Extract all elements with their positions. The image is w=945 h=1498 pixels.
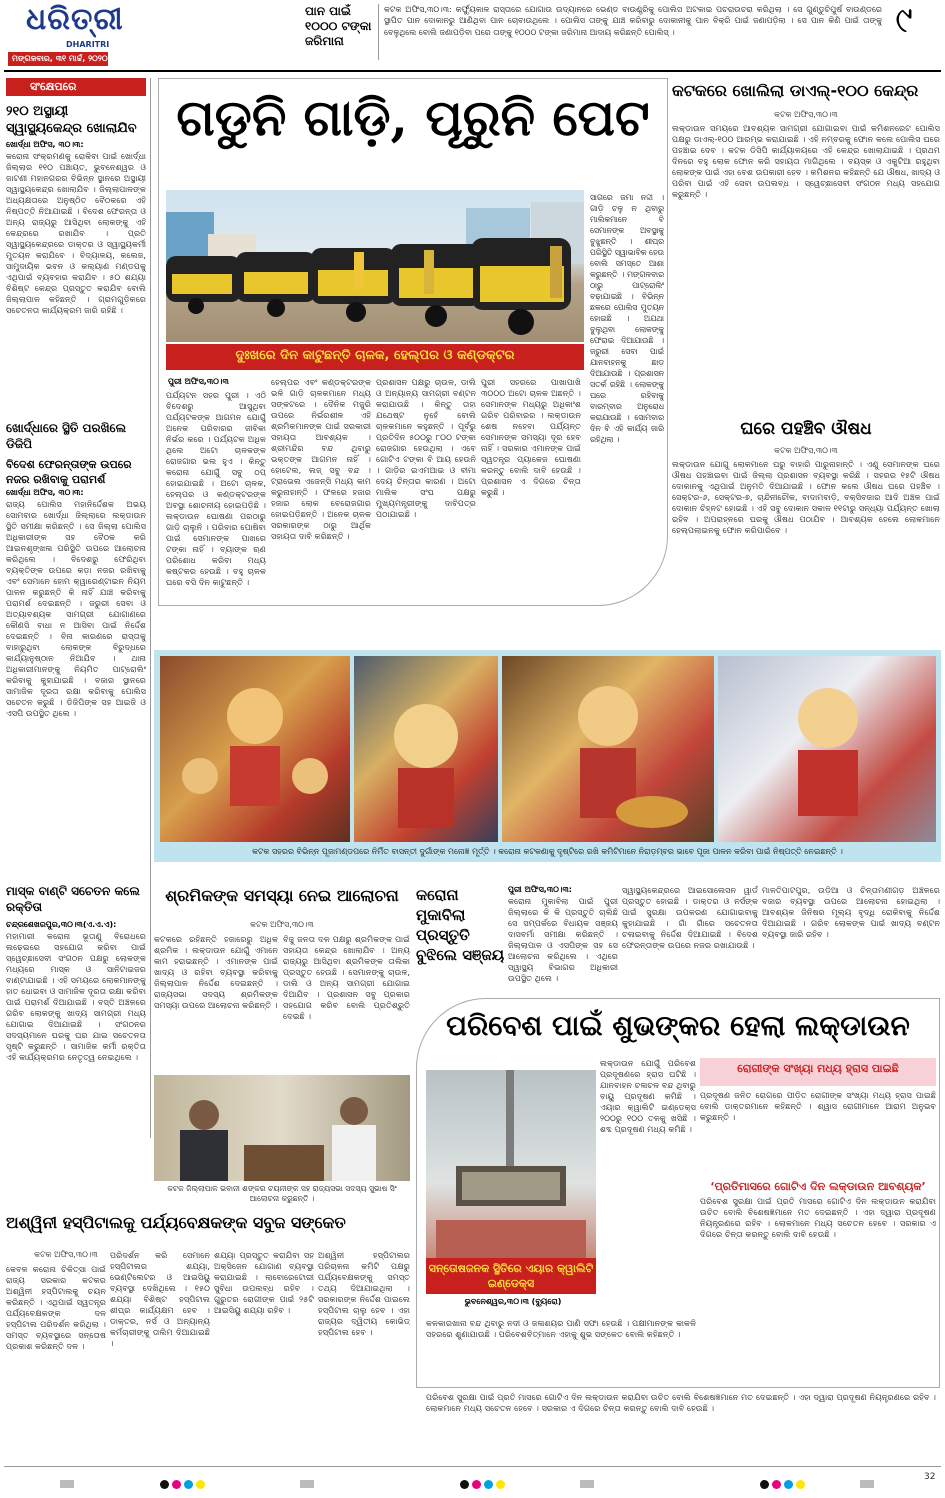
main-story-col2: ହେଲ୍‌ପର ଏବଂ କଣ୍ଡକ୍ଟରଙ୍କ ଭଳି ଗାଡ଼ି ଚାଳକମାନେ ମଧ୍ୟ ସଙ୍କଟରେ । ଦୈନିକ ମଜୁରି ଉପରେ ନିର୍ଭରଶୀଳ ଏହି ଶ୍ରମିକମାନଙ୍କ ପାଇଁ ସରକାରୀ ସହାୟତା ଆବଶ୍ୟକ । ଶ୍ରୀମନ୍ଦିର ବନ୍ଦ ଥିବାରୁ ଭକ୍ତଙ୍କ ଆଗମନ ନାହିଁ । ହୋଟେଲ, ଲଜ୍ ସବୁ ବନ୍ଦ । ଟ୍ରାଭେଲ ଏଜେନ୍ସି ମଧ୍ୟ କାମ କରୁନାହାନ୍ତି । ଫଳରେ ହଜାର ହଜାର ଲୋକ ବେରୋଜଗାର ହୋଇପଡ଼ିଛନ୍ତି । ଅନେକ ଚାଳକ ସରକାରଙ୍କ ଠାରୁ ଆର୍ଥିକ ସହାୟତା ଦାବି କରିଛନ୍ତି । xyxy=(271,377,371,541)
hospital-headline: ଅଶ୍ୱିନୀ ହସ୍ପିଟାଲକୁ ପର୍ଯ୍ୟବେକ୍ଷକଙ୍କ ସବୁଜ ସଙ୍କେତ xyxy=(6,1213,346,1232)
photo-strip-caption: କଟକ ସହରର ବିଭିନ୍ନ ପୂଜାମଣ୍ଡପରେ ନିର୍ମିତ ବାସନ୍ତୀ ଦୁର୍ଗାଙ୍କ ମନୋଜ୍ଞ ମୂର୍ତ୍ତି । କରୋନା କଟକଣାକୁ ଦୃଷ୍ଟିରେ ରଖି କମିଟିମାନେ ନିରାଡ଼ମ୍ବର ଭାବେ ପୂଜା ପାଳନ କରିବା ପାଇଁ ନିଷ୍ପତ୍ତି ନେଇଛନ୍ତି । xyxy=(252,847,843,856)
brief1-headline: ୨୧୦ ଅସ୍ଥାୟୀ ସ୍ୱାସ୍ଥ୍ୟକେନ୍ଦ୍ର ଖୋଲାଯିବ xyxy=(6,104,137,136)
main-story-col1: ପର୍ଯ୍ୟଟନ ସହର ପୁରୀ । ଏଠି ବିଦେଶରୁ ଆସୁଥିବା ପର୍ଯ୍ୟଟକଙ୍କ ଆଗମନ ଯୋଗୁଁ ଅନେକ ପରିବାରର ଜୀବିକା ନିର୍ଭର କରେ । ପର୍ଯ୍ୟଟକ ଅଧିକ ଥିଲେ ଅଟୋ ଚାଳକଙ୍କ ରୋଜଗାର ଭଲ ହୁଏ । କିନ୍ତୁ କରୋନା ଯୋଗୁଁ ସବୁ ଠପ୍ ହୋଇଯାଇଛି । ଅଟୋ ଚାଳକ, ହେଲ୍‌ପର ଓ କଣ୍ଡକ୍ଟରଙ୍କ ଅବସ୍ଥା ଶୋଚନୀୟ ହୋଇପଡ଼ିଛି । ଲକ୍‌ଡାଉନ ଘୋଷଣା ପରଠାରୁ ଗାଡ଼ି ଚାଲୁନି । ପରିବାର ପୋଷିବା ପାଇଁ ସେମାନଙ୍କ ପାଖରେ ଟଙ୍କା ନାହିଁ । ବ୍ୟାଙ୍କ ଋଣ ପରିଶୋଧ କରିବା ମଧ୍ୟ କଷ୍ଟକର ହେଉଛି । ବହୁ ଚାଳକ ଘରେ ବସି ଦିନ କାଟୁଛନ୍ତି । xyxy=(166,390,266,587)
corona-headline: କରୋନା ମୁକାବିଲା ପ୍ରସ୍ତୁତି ବୁଝିଲେ ସଞ୍ଜୟ xyxy=(416,886,505,964)
main-story-caption: ଦୁଃଖରେ ଦିନ କାଟୁଛନ୍ତି ଚାଳକ, ହେଲ୍‌ପର ଓ କଣ୍ଡକ୍ଟର xyxy=(235,348,515,363)
brief3-dateline: ଚନ୍ଦ୍ରଶେଖରପୁର,୩୦।୩(ଏ.ଏ.ଏ): xyxy=(6,920,117,929)
environment-dateline: ଭୁବନେଶ୍ୱର,୩୦।୩ (ବ୍ୟୁରୋ) xyxy=(464,1297,562,1306)
brief2-body: ରାଜ୍ୟ ପୋଲିସ ମହାନିର୍ଦ୍ଦେଶକ ଅଭୟ ସୋମବାର ଖୋର୍ଦ୍ଧା ଜିଲ୍ଲାରେ ଲକ୍‌ଡାଉନ ସ୍ଥିତି ସମୀକ୍ଷା କରିଛନ୍ତି । ସେ ଜିଲ୍ଲା ପୋଲିସ ଅଧିକାରୀଙ୍କ ସହ ବୈଠକ କରି ଆଇନଶୃଙ୍ଖଳା ପରିସ୍ଥିତି ଉପରେ ଆଲୋଚନା କରିଥିଲେ । ବିଦେଶରୁ ଫେରିଥିବା ବ୍ୟକ୍ତିଙ୍କ ଉପରେ କଡ଼ା ନଜର ରଖିବାକୁ ଏବଂ ସେମାନେ ହୋମ କ୍ୱାରେଣ୍ଟାଇନ ନିୟମ ପାଳନ କରୁଛନ୍ତି କି ନାହିଁ ଯାଞ୍ଚ କରିବାକୁ ପରାମର୍ଶ ଦେଇଛନ୍ତି । ଜରୁରୀ ସେବା ଓ ଅତ୍ୟାବଶ୍ୟକ ସାମଗ୍ରୀ ଯୋଗାଣରେ କୌଣସି ବାଧା ନ ଆସିବା ପାଇଁ ନିର୍ଦ୍ଦେଶ ଦେଇଛନ୍ତି । ବିନା କାରଣରେ ରାସ୍ତାକୁ ବାହାରୁଥିବା ଲୋକଙ୍କ ବିରୁଦ୍ଧରେ କାର୍ଯ୍ୟାନୁଷ୍ଠାନ ନିଆଯିବ । ଥାନା ଅଧିକାରୀମାନଙ୍କୁ ନିୟମିତ ପାଟ୍ରୋଲିଂ କରିବାକୁ କୁହାଯାଇଛି । ବଜାର ସ୍ଥାନରେ ସାମାଜିକ ଦୂରତା ରକ୍ଷା କରିବାକୁ ପୋଲିସ ସଚେତନ କରୁଛି । ଡିଜିପିଙ୍କ ସହ ଆଇଜି ଓ ଏସପି ଉପସ୍ଥିତ ଥିଲେ । xyxy=(6,499,146,718)
corona-col2: ସ୍ୱାସ୍ଥ୍ୟକେନ୍ଦ୍ରରେ ଆଇସୋଲେସନ ୱାର୍ଡ ପ୍ରସ୍ତୁତ ହୋଇଛି । ଡାକ୍ତର ଓ ନର୍ସଙ୍କ ପାଇଁ ସୁରକ୍ଷା ଉପକରଣ ଯୋଗାଇବାକୁ କୁହାଯାଇଛି । ଗାଁ ଗାଁରେ ସଚେତନତା ଚଳାଇବାକୁ ନିର୍ଦ୍ଦେଶ ଦିଆଯାଇଛି । ବିଦେଶ ଫେରନ୍ତାଙ୍କ ଉପରେ ନଜର ରଖାଯାଉଛି । xyxy=(622,885,758,950)
masthead-logo: ଧରିତ୍ରୀ xyxy=(26,2,124,37)
environment-col3: ପ୍ରଦୂଷଣ ଜନିତ ରୋଗରେ ପୀଡ଼ିତ ରୋଗୀଙ୍କ ସଂଖ୍ୟା ମଧ୍ୟ ହ୍ରାସ ପାଇଛି ବୋଲି ଡାକ୍ତରମାନେ କହିଛନ୍ତି । ଶ୍ୱାସ ରୋଗୀମାନେ ଆରାମ ଅନୁଭବ କରୁଛନ୍ତି । xyxy=(700,1090,936,1122)
cuttack-body: ଲକ୍‌ଡାଉନ ସମୟରେ ଆବଶ୍ୟକ ସାମଗ୍ରୀ ଯୋଗାଇବା ପାଇଁ କମିଶନରେଟ ପୋଲିସ ପକ୍ଷରୁ ଡାଏଲ୍-୧୦୦ ଆରମ୍ଭ କରାଯାଇଛି । ଏହି ନମ୍ବରକୁ ଫୋନ କଲେ ପୋଲିସ ଘରେ ପହଞ୍ଚାଇ ଦେବ । କଟକ ଡିସିପି କାର୍ଯ୍ୟାଳୟରେ ଏହି କେନ୍ଦ୍ର ଖୋଲାଯାଇଛି । ପ୍ରଥମ ଦିନରେ ବହୁ ଲୋକ ଫୋନ କରି ସହାୟତା ମାଗିଥିଲେ । ବୟସ୍କ ଓ ଏକୁଟିଆ ରହୁଥିବା ଲୋକଙ୍କ ପାଇଁ ଏହା ବେଶ ଉପକାରୀ ହେବ । କମିଶନର କହିଛନ୍ତି ଯେ ଔଷଧ, ଖାଦ୍ୟ ଓ ପରିବା ପାଇଁ ଏହି ସେବା ଉପଲବ୍ଧ । ସ୍ୱେଚ୍ଛାସେବୀ ସଂଗଠନ ମଧ୍ୟ ସହଯୋଗ କରୁଛନ୍ତି । xyxy=(672,123,940,199)
meeting-illustration xyxy=(154,1075,410,1181)
durga-photo-4 xyxy=(718,656,936,842)
brief2-headline: ଖୋର୍ଦ୍ଧାରେ ସ୍ଥିତି ପରଖିଲେ ଡିଜିପି xyxy=(6,421,127,451)
main-story-side-col: ସାଗରେ ଜମା ନଦ୍ଦୀ । ଗାଡ଼ି ଚଳୁ ନ ଥିବାରୁ ମାଲିକମାନେ ବି ସେମାନଙ୍କ ଅବସ୍ଥାକୁ ବୁଝୁଛନ୍ତି । ଶୀଘ୍ର ପରିସ୍ଥିତି ସ୍ୱାଭାବିକ ହେଉ ବୋଲି ସମସ୍ତେ ଆଶା କରୁଛନ୍ତି । ମଙ୍ଗଳବାର ଠାରୁ ପାଟ୍ରୋଲିଂ ବଢ଼ାଯାଇଛି । ବିଭିନ୍ନ ଛକରେ ପୋଲିସ ମୁତୟନ ହୋଇଛି । ଅଯଥା ବୁଲୁଥିବା ଲୋକଙ୍କୁ ଫେରାଇ ଦିଆଯାଉଛି । ଜରୁରୀ ସେବା ପାଇଁ ଯାନବାହନକୁ ଛାଡ଼ ଦିଆଯାଉଛି । ପ୍ରଶାସନ ସତର୍କ ରହିଛି । ଲୋକଙ୍କୁ ଘରେ ରହିବାକୁ ବାରମ୍ବାର ଅନୁରୋଧ କରାଯାଉଛି । ସୋମବାର ଦିନ ବି ଏହି କାର୍ଯ୍ୟ ଜାରି ରହିଥିଲା । xyxy=(590,193,664,444)
durga-photo-2 xyxy=(354,656,498,842)
durga-idol-illustration xyxy=(502,656,714,842)
footer-page-number: 32 xyxy=(924,1472,936,1482)
cuttack-headline: କଟକରେ ଖୋଲିଲା ଡାଏଲ୍-୧୦୦ କେନ୍ଦ୍ର xyxy=(672,81,919,100)
hospital-col1: କେବଳ କରୋନା ଚିକିତ୍ସା ପାଇଁ ରାଜ୍ୟ ସରକାର କଟକର ଅଶ୍ୱିନୀ ହସ୍ପିଟାଲକୁ ଚୟନ କରିଛନ୍ତି । ଏଥିପାଇଁ ସ୍ୱତନ୍ତ୍ର ପର୍ଯ୍ୟବେକ୍ଷକଙ୍କ ଦଳ ହସ୍ପିଟାଲ ପରିଦର୍ଶନ କରିଥିଲା । ସମସ୍ତ ବ୍ୟବସ୍ଥାରେ ସନ୍ତୋଷ ପ୍ରକାଶ କରିଛନ୍ତି ଦଳ । xyxy=(6,1264,106,1351)
environment-col2: କଳକାରଖାନା ବନ୍ଦ ଥିବାରୁ ନଦୀ ଓ ଜଳାଶୟର ପାଣି ସଫା ହେଉଛି । ପକ୍ଷୀମାନଙ୍କ କାକଳି ସହରରେ ଶୁଣାଯାଉଛି । ପରିବେଶବିତ୍‌ମାନେ ଏହାକୁ ଶୁଭ ସଙ୍କେତ ବୋଲି କହିଛନ୍ତି । xyxy=(426,1318,696,1339)
brief2-dateline: ଖୋର୍ଦ୍ଧା ଅଫିସ, ୩୦।୩: xyxy=(6,488,84,497)
auto-rickshaw-row-illustration xyxy=(166,190,584,342)
corona-col1: କରୋନା ମୁକାବିଲା ପାଇଁ ପୁରୀ ଜିଲ୍ଲାରେ କି କି ପ୍ରସ୍ତୁତି ଚାଲିଛି ସେ ସମ୍ପର୍କରେ ବିଧାୟକ ସଞ୍ଜୟ ଦାସବର୍ମା ସମୀକ୍ଷା କରିଛନ୍ତି । ଜିଲ୍ଲାପାଳ ଓ ଏସପିଙ୍କ ସହ ସେ ଆଲୋଚନା କରିଥିଲେ । ଏଥିରେ ସ୍ୱାସ୍ଥ୍ୟ ବିଭାଗର ଅଧିକାରୀ ଉପସ୍ଥିତ ଥିଲେ । xyxy=(508,896,618,983)
durga-photo-3 xyxy=(502,656,714,842)
workers-photo-caption: କଟକ ଜିଲ୍ଲାପାଳ ଭବାନୀ ଶଙ୍କର ଚୟନୀଙ୍କ ସହ ରାଜ୍ୟସଭା ସଦସ୍ୟ ସୁଭାଷ ସିଂ ଆଲୋଚନା କରୁଛନ୍ତି । xyxy=(167,1184,397,1203)
durga-idol-illustration xyxy=(160,656,350,842)
durga-idol-illustration xyxy=(718,656,936,842)
brief2-subhead: ବିଦେଶ ଫେରନ୍ତାଙ୍କ ଉପରେ ନଜର ରଖିବାକୁ ପରାମର୍ଶ xyxy=(6,458,132,486)
brief1-body: କରୋନା ସଂକ୍ରମଣକୁ ରୋକିବା ପାଇଁ ଖୋର୍ଦ୍ଧା ଜିଲ୍ଲାର ୧୧୦ ପଞ୍ଚାୟତ, ଭୁବନେଶ୍ୱର ଓ ଜାଟଣୀ ମହାନଗରର ବିଭିନ୍ନ ସ୍ଥାନରେ ଅସ୍ଥାୟୀ ସ୍ୱାସ୍ଥ୍ୟକେନ୍ଦ୍ର ଖୋଲାଯିବ । ଜିଲ୍ଲାପାଳଙ୍କ ଅଧ୍ୟକ୍ଷତାରେ ଅନୁଷ୍ଠିତ ବୈଠକରେ ଏହି ନିଷ୍ପତ୍ତି ନିଆଯାଇଛି । ବିଦେଶ ଫେରନ୍ତା ଓ ଅନ୍ୟ ରାଜ୍ୟରୁ ଆସିଥିବା ଲୋକଙ୍କୁ ଏହି କେନ୍ଦ୍ରରେ ରଖାଯିବ । ପ୍ରତି ସ୍ୱାସ୍ଥ୍ୟକେନ୍ଦ୍ରରେ ଡାକ୍ତର ଓ ସ୍ୱାସ୍ଥ୍ୟକର୍ମୀ ମୁତୟନ କରାଯିବେ । ବିଦ୍ୟାଳୟ, କଲେଜ, ସାମୁଦାୟିକ ଭବନ ଓ କଲ୍ୟାଣ ମଣ୍ଡପକୁ ଏଥିପାଇଁ ବ୍ୟବହାର କରାଯିବ । ୫୦ ଶଯ୍ୟା ବିଶିଷ୍ଟ କେନ୍ଦ୍ର ପ୍ରସ୍ତୁତ କରାଯିବ ବୋଲି ଜିଲ୍ଲାପାଳ କହିଛନ୍ତି । ଗ୍ରାମଗୁଡ଼ିକରେ ସଚେତନତା କାର୍ଯ୍ୟକ୍ରମ ଜାରି ରହିଛି । xyxy=(6,151,146,315)
corona-dateline: ପୁରୀ ଅଫିସ,୩୦।୩: xyxy=(508,885,572,894)
hospital-col2: ପରିଦର୍ଶନ କରି ସେମାନେ ହସ୍ପିଟାଲର ଶଯ୍ୟା, ଭେଣ୍ଟିଲେଟର ଓ ଆଇସିୟୁ ବ୍ୟବସ୍ଥା ଦେଖିଥିଲେ । ୧୫୦ ଶଯ୍ୟା ବିଶିଷ୍ଟ ହସ୍ପିଟାଲ ଶୀଘ୍ର କାର୍ଯ୍ୟକ୍ଷମ ହେବ । ଡାକ୍ତର, ନର୍ସ ଓ ଅନ୍ୟାନ୍ୟ କର୍ମଚାରୀଙ୍କୁ ତାଲିମ ଦିଆଯାଇଛି । xyxy=(110,1250,210,1348)
workers-col2: ବିଜୁ ଜନତା ଦଳ ପକ୍ଷରୁ ଶ୍ରମିକଙ୍କ ପାଇଁ ସହାୟତା କେନ୍ଦ୍ର ଖୋଲାଯିବ । ଅନ୍ୟ ରାଜ୍ୟରୁ ଆସିଥିବା ଶ୍ରମିକଙ୍କ ତାଲିକା ପ୍ରସ୍ତୁତ ହେଉଛି । ସେମାନଙ୍କୁ ଚାଉଳ, ଡାଲି ଓ ଅନ୍ୟ ସାମଗ୍ରୀ ଯୋଗାଇ ଦିଆଯିବ । ପ୍ରଶାସନ ସବୁ ପ୍ରକାର ସହଯୋଗ କରିବ ବୋଲି ପ୍ରତିଶ୍ରୁତି ଦେଇଛି । xyxy=(283,934,410,1021)
main-story-dateline: ପୁରୀ ଅଫିସ,୩୦।୩ xyxy=(168,377,229,386)
masthead-logo-sub: DHARITRI xyxy=(66,40,110,49)
environment-box-title: ରୋଗୀଙ୍କ ସଂଖ୍ୟା ମଧ୍ୟ ହ୍ରାସ ପାଇଛି xyxy=(737,1062,899,1075)
durga-photo-1 xyxy=(160,656,350,842)
workers-headline: ଶ୍ରମିକଙ୍କ ସମସ୍ୟା ନେଇ ଆଲୋଚନା xyxy=(165,886,399,905)
environment-caption: ସନ୍ତୋଷଜନକ ସ୍ଥିତିରେ ଏୟାର କ୍ୱାଲିଟି ଇଣ୍ଡେକ୍ସ xyxy=(428,1262,594,1290)
medicine-headline: ଘରେ ପହଞ୍ଚିବ ଔଷଧ xyxy=(740,419,872,439)
footer-registration-marks xyxy=(0,1472,945,1496)
brief1-dateline: ଖୋର୍ଦ୍ଧା ଅଫିସ, ୩୦।୩: xyxy=(6,140,84,149)
cuttack-dateline: କଟକ ଅଫିସ,୩୦।୩ xyxy=(774,110,838,119)
environment-headline: ପରିବେଶ ପାଇଁ ଶୁଭଙ୍କର ହେଲା ଲକ୍‌ଡାଉନ xyxy=(446,1009,910,1042)
main-story-col4: ପୁରୀ ସହରରେ ପାଖାପାଖି ୩୦୦୦ ଅଟୋ ଚାଳକ ଅଛନ୍ତି । ସେମାନଙ୍କ ମଧ୍ୟରୁ ଅଧିକାଂଶ ଗରିବ ପରିବାରର । ଲକ୍‌ଡାଉନ ଶେଷ ନହେବା ପର୍ଯ୍ୟନ୍ତ ସେମାନଙ୍କ ସମସ୍ୟା ଦୂର ହେବ ନାହିଁ । ସରକାର ଏମାନଙ୍କ ପାଇଁ ସ୍ୱତନ୍ତ୍ର ପ୍ୟାକେଜ ଘୋଷଣା କରନ୍ତୁ ବୋଲି ଦାବି ହେଉଛି । ପ୍ରଶାସନ ଏ ଦିଗରେ ଚିନ୍ତା କରୁଛି । xyxy=(481,377,581,497)
hospital-dateline: କଟକ ଅଫିସ,୩୦।୩ xyxy=(34,1250,98,1259)
environment-quote: ‘ପ୍ରତିମାସରେ ଗୋଟିଏ ଦିନ ଲକ୍‌ଡାଉନ ଆବଶ୍ୟକ’ xyxy=(710,1180,926,1193)
air-quality-tower-illustration xyxy=(426,1070,596,1258)
masthead-date: ମଙ୍ଗଳବାର, ୩୧ ମାର୍ଚ୍ଚ, ୨୦୨୦ xyxy=(12,54,108,63)
workers-col1: କଟକରେ ରହିଛନ୍ତି ହଜାରେରୁ ଅଧିକ ଶ୍ରମିକ । ଲକ୍‌ଡାଉନ ଯୋଗୁଁ ଏମାନେ କାମ ହରାଇଛନ୍ତି । ଏମାନଙ୍କ ପାଇଁ ଖାଦ୍ୟ ଓ ରହିବା ବ୍ୟବସ୍ଥା କରିବାକୁ ଜିଲ୍ଲାପାଳ ନିର୍ଦ୍ଦେଶ ଦେଇଛନ୍ତି । ରାଜ୍ୟସଭା ସଦସ୍ୟ ଶ୍ରମିକଙ୍କ ସମସ୍ୟା ଉପରେ ଆଲୋଚନା କରିଛନ୍ତି । xyxy=(154,934,278,1010)
workers-dateline: କଟକ ଅଫିସ,୩୦।୩ xyxy=(250,920,314,929)
corona-col3: ମାଳତିପାଟପୁର, ଉଡ଼ିଆ ଓ ଚିନ୍ତାମଣୀଗଡ଼ ଅଞ୍ଚଳରେ ବଜାର ବ୍ୟବସ୍ଥା ଉପରେ ଆଲୋଚନା ହୋଇଥିଲା । ଆବଶ୍ୟକ ଜିନିଷର ମୂଲ୍ୟ ବୃଦ୍ଧି ରୋକିବାକୁ ନିର୍ଦ୍ଦେଶ ଦିଆଯାଇଛି । ଗରିବ ଲୋକଙ୍କ ପାଇଁ ଖାଦ୍ୟ ବଣ୍ଟନ ବ୍ୟବସ୍ଥା ଜାରି ରହିବ । xyxy=(762,885,940,939)
masthead xyxy=(8,2,276,66)
main-story-col3: ପ୍ରଶାସନ ପକ୍ଷରୁ ଚାଉଳ, ଡାଲି ଓ ଅନ୍ୟାନ୍ୟ ସାମଗ୍ରୀ ବଣ୍ଟନ କରାଯାଉଛି । କିନ୍ତୁ ତାହା ଯଥେଷ୍ଟ ନୁହେଁ ବୋଲି ଚାଳକମାନେ କହୁଛନ୍ତି । ପୂର୍ବରୁ ପ୍ରତିଦିନ ୫୦୦ରୁ ୮୦୦ ଟଙ୍କା ରୋଜଗାର ହେଉଥିଲା । ଏବେ ଗୋଟିଏ ଟଙ୍କା ବି ଆୟ ହେଉନି । ଗାଡ଼ିର ଇଏମଆଇ ଓ ବୀମା ଦେୟ ଚିନ୍ତାର କାରଣ । ଅଟୋ ମାଲିକ ସଂଘ ପକ୍ଷରୁ ମୁଖ୍ୟମନ୍ତ୍ରୀଙ୍କୁ ଦାବିପତ୍ର ପଠାଯାଇଛି । xyxy=(376,377,476,519)
hospital-col4: ଅଶ୍ୱିନୀ ହସ୍ପିଟାଲର ପରିଚାଳନା କମିଟି ପକ୍ଷରୁ ପର୍ଯ୍ୟବେକ୍ଷକଙ୍କୁ ସମସ୍ତ ତଥ୍ୟ ଦିଆଯାଇଥିଲା । ସରକାରଙ୍କ ନିର୍ଦ୍ଦେଶ ପାଇଲେ ହସ୍ପିଟାଲ ଚାଲୁ ହେବ । ଏହା ରାଜ୍ୟର ଦ୍ୱିତୀୟ କୋଭିଡ୍ ହସ୍ପିଟାଲ ହେବ । xyxy=(318,1250,410,1337)
brief3-headline: ମାସ୍କ ବାଣ୍ଟି ସଚେତନ କଲେ ରକ୍ତିତା xyxy=(6,884,140,914)
medicine-body: ଲକ୍‌ଡାଉନ ଯୋଗୁ ଲୋକମାନେ ଘରୁ ବାହାରି ପାରୁନାହାନ୍ତି । ଏଣୁ ସେମାନଙ୍କ ଘରେ ଔଷଧ ପହଞ୍ଚାଇବା ପାଇଁ ଜିଲ୍ଲା ପ୍ରଶାସନ ବ୍ୟବସ୍ଥା କରିଛି । ସହରର ୧୫ଟି ଔଷଧ ଦୋକାନକୁ ଏଥିପାଇଁ ଅନୁମତି ଦିଆଯାଇଛି । ଫୋନ କଲେ ଔଷଧ ଘରେ ପହଞ୍ଚିବ । ସେକ୍ଟର-୬, ସେକ୍ଟର-୭, ଚାନ୍ଦିନୀଚୌକ, ବାଦାମବାଡ଼ି, ବକ୍ସିବଜାର ଆଦି ଅଞ୍ଚଳ ପାଇଁ ଦୋକାନ ଚିହ୍ନଟ ହୋଇଛି । ଏହି ସବୁ ଦୋକାନ ସକାଳ ୧୧ଟାରୁ ସନ୍ଧ୍ୟା ପର୍ଯ୍ୟନ୍ତ ଖୋଲା ରହିବ । ଅପରାହ୍ନରେ ଘରକୁ ଔଷଧ ପଠାଯିବ । ଆବଶ୍ୟକ ହେଲେ ଲୋକମାନେ ହେଲ୍ପଲାଇନକୁ ଫୋନ କରିପାରିବେ । xyxy=(672,459,940,535)
durga-idol-illustration xyxy=(354,656,498,842)
medicine-dateline: କଟକ ଅଫିସ,୩୦।୩ xyxy=(774,446,838,455)
hospital-col3: ଶଯ୍ୟା ପ୍ରସ୍ତୁତ କରାଯିବା ସହ ଅକ୍ସିଜେନ ଯୋଗାଣ ବ୍ୟବସ୍ଥା କରାଯାଇଛି । ଲାବୋରେଟୋରୀ ସୁବିଧା ଉପଲବ୍ଧ ରହିବ । ଗୁରୁତର ରୋଗୀଙ୍କ ପାଇଁ ୨୫ଟି ଆଇସିୟୁ ଶଯ୍ୟା ରହିବ । xyxy=(214,1250,314,1315)
environment-lower-text: ପରିବେଶ ସୁରକ୍ଷା ପାଇଁ ପ୍ରତି ମାସରେ ଗୋଟିଏ ଦିନ ଲକ୍‌ଡାଉନ କରାଯିବା ଉଚିତ ବୋଲି ବିଶେଷଜ୍ଞମାନେ ମତ ଦେଇଛନ୍ତି । ଏହା ଦ୍ୱାରା ପ୍ରଦୂଷଣ ନିୟନ୍ତ୍ରଣରେ ରହିବ । ଲୋକମାନେ ମଧ୍ୟ ସଚେତନ ହେବେ । ସରକାର ଏ ଦିଗରେ ଚିନ୍ତା କରନ୍ତୁ ବୋଲି ଦାବି ହେଉଛି । xyxy=(426,1392,936,1413)
brief3-body: ମହାମାରୀ କରୋନା ଭୂତାଣୁ ବିରୋଧରେ ଲଢ଼େଇରେ ସହଯୋଗ କରିବା ପାଇଁ ସ୍ୱେଚ୍ଛାସେବୀ ସଂଗଠନ ପକ୍ଷରୁ ଲୋକଙ୍କ ମଧ୍ୟରେ ମାସ୍କ ଓ ସାନିଟାଇଜର ବାଣ୍ଟାଯାଇଛି । ଏହି ସମୟରେ ଲୋକମାନଙ୍କୁ ହାତ ଧୋଇବା ଓ ସାମାଜିକ ଦୂରତା ରକ୍ଷା କରିବା ପାଇଁ ପରାମର୍ଶ ଦିଆଯାଇଛି । ବସ୍ତି ଅଞ୍ଚଳରେ ଗରିବ ଲୋକଙ୍କୁ ଖାଦ୍ୟ ସାମଗ୍ରୀ ମଧ୍ୟ ଯୋଗାଇ ଦିଆଯାଇଛି । ସଂଗଠନର ସଦସ୍ୟମାନେ ଘରକୁ ଘର ଯାଇ ସଚେତନତା ସୃଷ୍ଟି କରୁଛନ୍ତି । ସାମାଜିକ କର୍ମୀ ରକ୍ତିତା ଏହି କାର୍ଯ୍ୟକ୍ରମର ନେତୃତ୍ୱ ନେଇଥିଲେ । xyxy=(6,931,146,1062)
top-brief-text: କଟକ ଅଫିସ,୩୦।୩: କର୍ଫ୍ୟୁକାଳ ରାସ୍ତାରେ ଯୋଗାଉ ଉଦ୍ୟାନରେ ଭେଣ୍ଡ ବାଉଣ୍ଡ୍ରିକୁ ପୋଲିସ ଅଟକାଇ ପଚରାଉଚରା କରିଥିଲା । ସେ ଗୁଣ୍ଡୁଚିପୁର୍ଷ ବାଉଣ୍ଡରେ ସ୍ଥାପିତ ପାନ ଦୋକାନରୁ ଆଣିଥିବା ପାନ ଚୋବାଉଥିଲେ । ପୋଲିସ ତାଙ୍କୁ ଯାଞ୍ଚ କରିବାରୁ ଦୋକାନୀକୁ ପାନ ବିକ୍ରି ପାଇଁ ଜଣାପଡ଼ିଲା । ସେ ପାନ କିଣି ପାଇଁ ତାଙ୍କୁ ବେଳୁଥିଲେ ବୋଲି ଜଣାପଡ଼ିବା ପରେ ତାଙ୍କୁ ୧୦୦୦ ଟଙ୍କା ଜରିମାନା ଆଦାୟ କରିଛନ୍ତି ପୋଲିସ୍ । xyxy=(384,5,882,37)
section-label: ସଂକ୍ଷେପରେ xyxy=(30,80,77,93)
main-story-photo xyxy=(166,190,584,342)
environment-photo xyxy=(426,1070,596,1258)
main-story-headline: ଗଡୁନି ଗାଡ଼ି, ପୂରୁନି ପେଟ xyxy=(176,88,650,147)
environment-col4: ପରିବେଶ ସୁରକ୍ଷା ପାଇଁ ପ୍ରତି ମାସରେ ଗୋଟିଏ ଦିନ ଲକ୍‌ଡାଉନ କରାଯିବା ଉଚିତ ବୋଲି ବିଶେଷଜ୍ଞମାନେ ମତ ଦେଇଛନ୍ତି । ଏହା ଦ୍ୱାରା ପ୍ରଦୂଷଣ ନିୟନ୍ତ୍ରଣରେ ରହିବ । ଲୋକମାନେ ମଧ୍ୟ ସଚେତନ ହେବେ । ସରକାର ଏ ଦିଗରେ ଚିନ୍ତା କରନ୍ତୁ ବୋଲି ଦାବି ହେଉଛି । xyxy=(700,1196,936,1239)
workers-photo xyxy=(154,1075,410,1181)
top-brief-title: ପାନ ପାଇଁ ୧୦୦୦ ଟଙ୍କା ଜରିମାନା xyxy=(305,4,372,48)
page-number: ୯ xyxy=(895,0,913,41)
environment-col1: ଲକ୍‌ଡାଉନ ଯୋଗୁଁ ପରିବେଶ ପ୍ରଦୂଷଣରେ ହ୍ରାସ ଘଟିଛି । ଯାନବାହନ ଚଳାଚଳ ବନ୍ଦ ଥିବାରୁ ବାୟୁ ପ୍ରଦୂଷଣ କମିଛି । ଏୟାର କ୍ୱାଲିଟି ଇଣ୍ଡେକ୍ସ ୨୦୦ରୁ ୧୦୦ ତଳକୁ ଖସିଛି । ଶବ୍ଦ ପ୍ରଦୂଷଣ ମଧ୍ୟ କମିଛି । xyxy=(600,1058,696,1134)
